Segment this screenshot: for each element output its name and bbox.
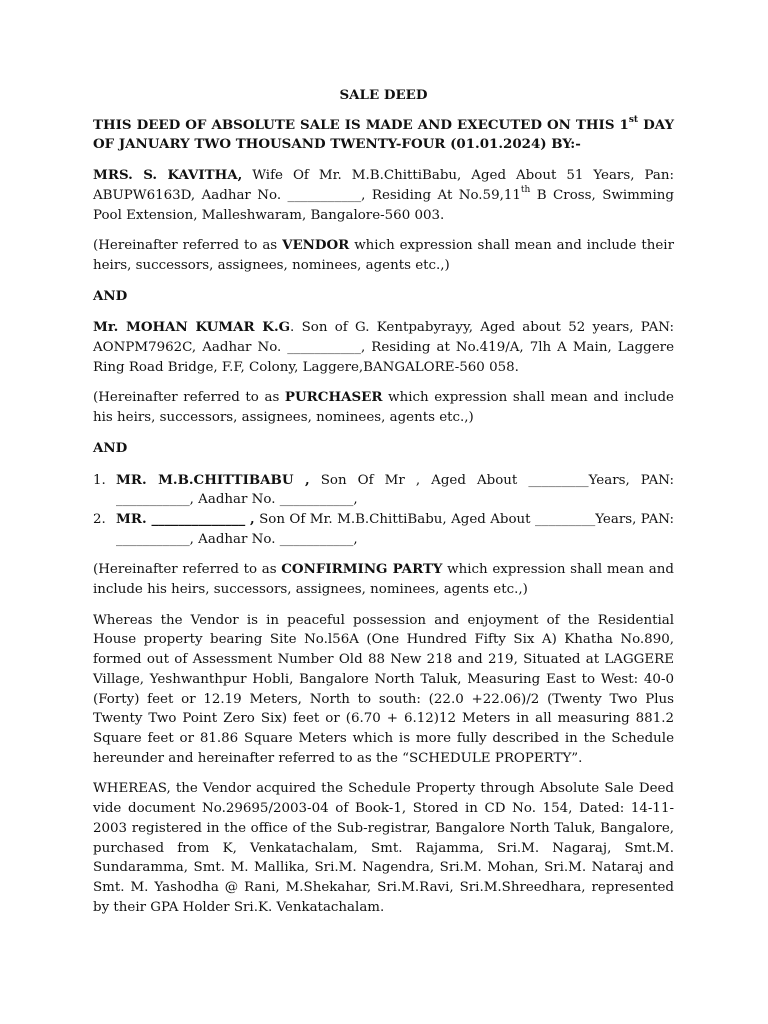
confirming-party-details: Son Of Mr , Aged About _________Years, PAN: ___________, Aadhar No. ___________, [116,472,674,508]
and-separator-2: AND [93,439,128,456]
list-item-number: 1. [93,472,106,488]
purchaser-ref-start: (Hereinafter referred to as [93,390,285,406]
purchaser-name: Mr. MOHAN KUMAR K.G [93,319,291,336]
and-separator-1: AND [93,287,128,304]
list-item [93,471,674,510]
vendor-ref-start: (Hereinafter referred to as [93,238,283,254]
list-item [93,510,674,549]
document-page [93,86,674,928]
vendor-details-start: Wife Of Mr. M.B.ChittiBabu, Aged About 51 Years, Pan: ABUPW6163D, Aadhar No. ___________, Residing At No.59,11 [93,168,674,203]
whereas-acquisition-paragraph: WHEREAS, the Vendor acquired the Schedule Property through Absolute Sale Deed vide document No.29695/2003-04 of Book-1, Stored in CD No. 154, Dated: 14-11-2003 registered in the office of the Sub-registrar, Bangalore North Taluk, Bangalore, purchased from K, Venkatachalam, Smt. Rajamma, Sri.M. Nagaraj, Smt.M. Sundaramma, Smt. M. Mallika, Sri.M. Nagendra, Sri.M. Mohan, Sri.M. Nataraj and Smt. M. Yashodha @ Rani, M.Shekahar, Sri.M.Ravi, Sri.M.Shreedhara, represented by their GPA Holder Sri.K. Venkatachalam. [93,781,674,915]
purchaser-details: . Son of G. Kentpabyrayy, Aged about 52 years, PAN: AONPM7962C, Aadhar No. ___________, Residing at No.419/A, 7lh A Main, Laggere Ring Road Bridge, F.F, Colony, Laggere,BANGALORE-560 058. [93,320,675,375]
confirming-ref-end: which expression shall mean and include his heirs, successors, assignees, nominees, agents etc.,) [93,562,674,598]
heading-text-start: THIS DEED OF ABSOLUTE SALE IS MADE AND EXECUTED ON THIS 1 [93,116,629,133]
list-item-number: 2. [93,511,106,527]
vendor-ref-end: which expression shall mean and include their heirs, successors, assignees, nominees, agents etc.,) [93,238,674,273]
heading-text-end: DAY OF JANUARY TWO THOUSAND TWENTY-FOUR (01.01.2024) BY:- [93,116,675,153]
purchaser-term: PURCHASER [284,389,383,406]
confirming-party-name: MR. ______________ , [116,510,255,527]
purchaser-ref-end: which expression shall mean and include his heirs, successors, assignees, nominees, agents etc.,) [93,390,674,426]
confirming-ref-start: (Hereinafter referred to as [93,562,282,578]
deed-heading [93,116,674,155]
confirming-party-name: MR. M.B.CHITTIBABU , [116,471,310,488]
heading-ordinal-suffix: st [628,115,639,126]
whereas-possession-paragraph: Whereas the Vendor is in peaceful possession and enjoyment of the Residential House property bearing Site No.l56A (One Hundred Fifty Six A) Khatha No.890, formed out of Assessment Number Old 88 New 218 and 219, Situated at LAGGERE Village, Yeshwanthpur Hobli, Bangalore North Taluk, Measuring East to West: 40-0 (Forty) feet or 12.19 Meters, North to south: (22.0 +22.06)/2 (Twenty Two Plus Twenty Two Point Zero Six) feet or (6.70 + 6.12)12 Meters in all measuring 881.2 Square feet or 81.86 Square Meters which is more fully described in the Schedule hereunder and hereinafter referred to as the “SCHEDULE PROPERTY”. [93,612,674,766]
confirming-party-details: Son Of Mr. M.B.ChittiBabu, Aged About _________Years, PAN: ___________, Aadhar No. ___________, [116,511,674,547]
purchaser-reference [93,388,674,427]
vendor-reference [93,236,674,275]
vendor-term: VENDOR [282,237,350,254]
vendor-details-end: B Cross, Swimming Pool Extension, Malleshwaram, Bangalore-560 003. [93,187,674,223]
vendor-address-suffix: th [520,185,531,196]
document-title: SALE DEED [339,87,428,103]
purchaser-paragraph [93,318,674,377]
confirming-term: CONFIRMING PARTY [281,561,443,578]
confirming-parties-list [93,471,674,550]
vendor-name: MRS. S. KAVITHA, [93,167,243,184]
confirming-reference [93,560,674,599]
vendor-paragraph [93,166,674,225]
